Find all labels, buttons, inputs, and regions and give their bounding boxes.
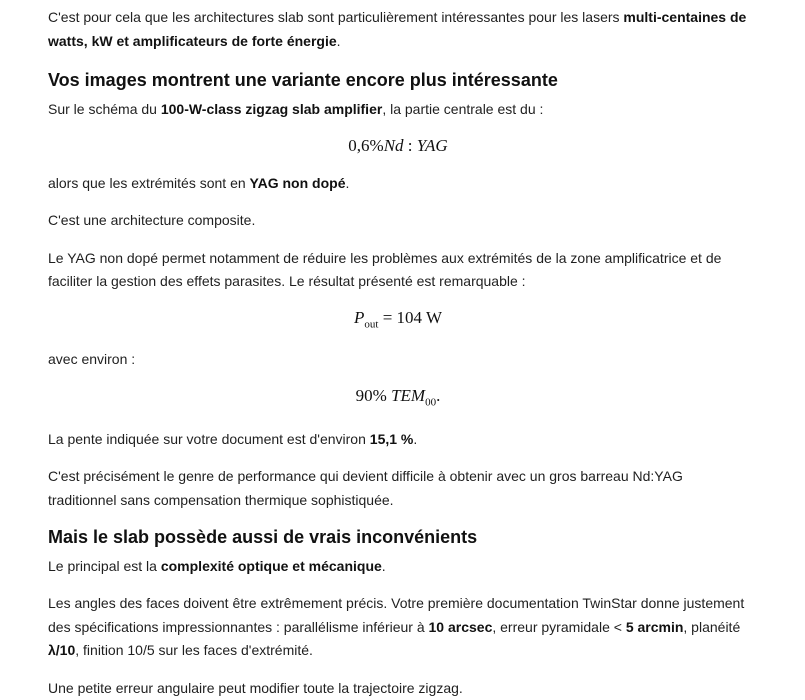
paragraph-slab-interest: C'est pour cela que les architectures slab sont particulièrement intéressantes pour les lasers multi-centaines de watts, kW et amplificateurs de forte énergie. [48, 9, 747, 49]
heading-drawbacks: Mais le slab possède aussi de vrais inconvénients [48, 527, 478, 548]
paragraph-angles: Les angles des faces doivent être extrêmement précis. Votre première documentation TwinStar donne justement des spécifications impressionnantes : parallélisme inférieur à 10 arcsec, erreur pyramidale < 5 arcmin, planéité λ/10, finition 10/5 sur les faces d'extrémité. [48, 595, 745, 659]
heading-variant: Vos images montrent une variante encore plus intéressante [48, 70, 558, 90]
paragraph-angular-error: Une petite erreur angulaire peut modifier toute la trajectoire zigzag. [48, 679, 463, 696]
math-nd-yag: 0,6%Nd : YAG [348, 136, 448, 155]
paragraph-slope: La pente indiquée sur votre document est d'environ 15,1 %. [48, 430, 418, 447]
math-pout: $P_{out} = 104$ W [353, 307, 443, 330]
paragraph-complexity: Le principal est la complexité optique et mécanique. [48, 557, 386, 574]
document-body [48, 6, 748, 700]
paragraph-undoped-ends: alors que les extrémités sont en YAG non dopé. [48, 174, 350, 191]
paragraph-undoped-benefit: Le YAG non dopé permet notamment de réduire les problèmes aux extrémités de la zone amplificatrice et de faciliter la gestion des effets parasites. Le résultat présenté est remarquable : [48, 249, 722, 289]
paragraph-schema: Sur le schéma du 100-W-class zigzag slab amplifier, la partie centrale est du : [48, 100, 544, 117]
paragraph-performance: C'est précisément le genre de performance qui devient difficile à obtenir avec un gros barreau Nd:YAG traditionnel sans compensation thermique sophistiquée. [48, 468, 683, 508]
paragraph-environ: avec environ : [48, 351, 136, 368]
math-tem00: 90% $TEM_{00}$. [355, 385, 441, 409]
paragraph-composite: C'est une architecture composite. [48, 212, 256, 228]
